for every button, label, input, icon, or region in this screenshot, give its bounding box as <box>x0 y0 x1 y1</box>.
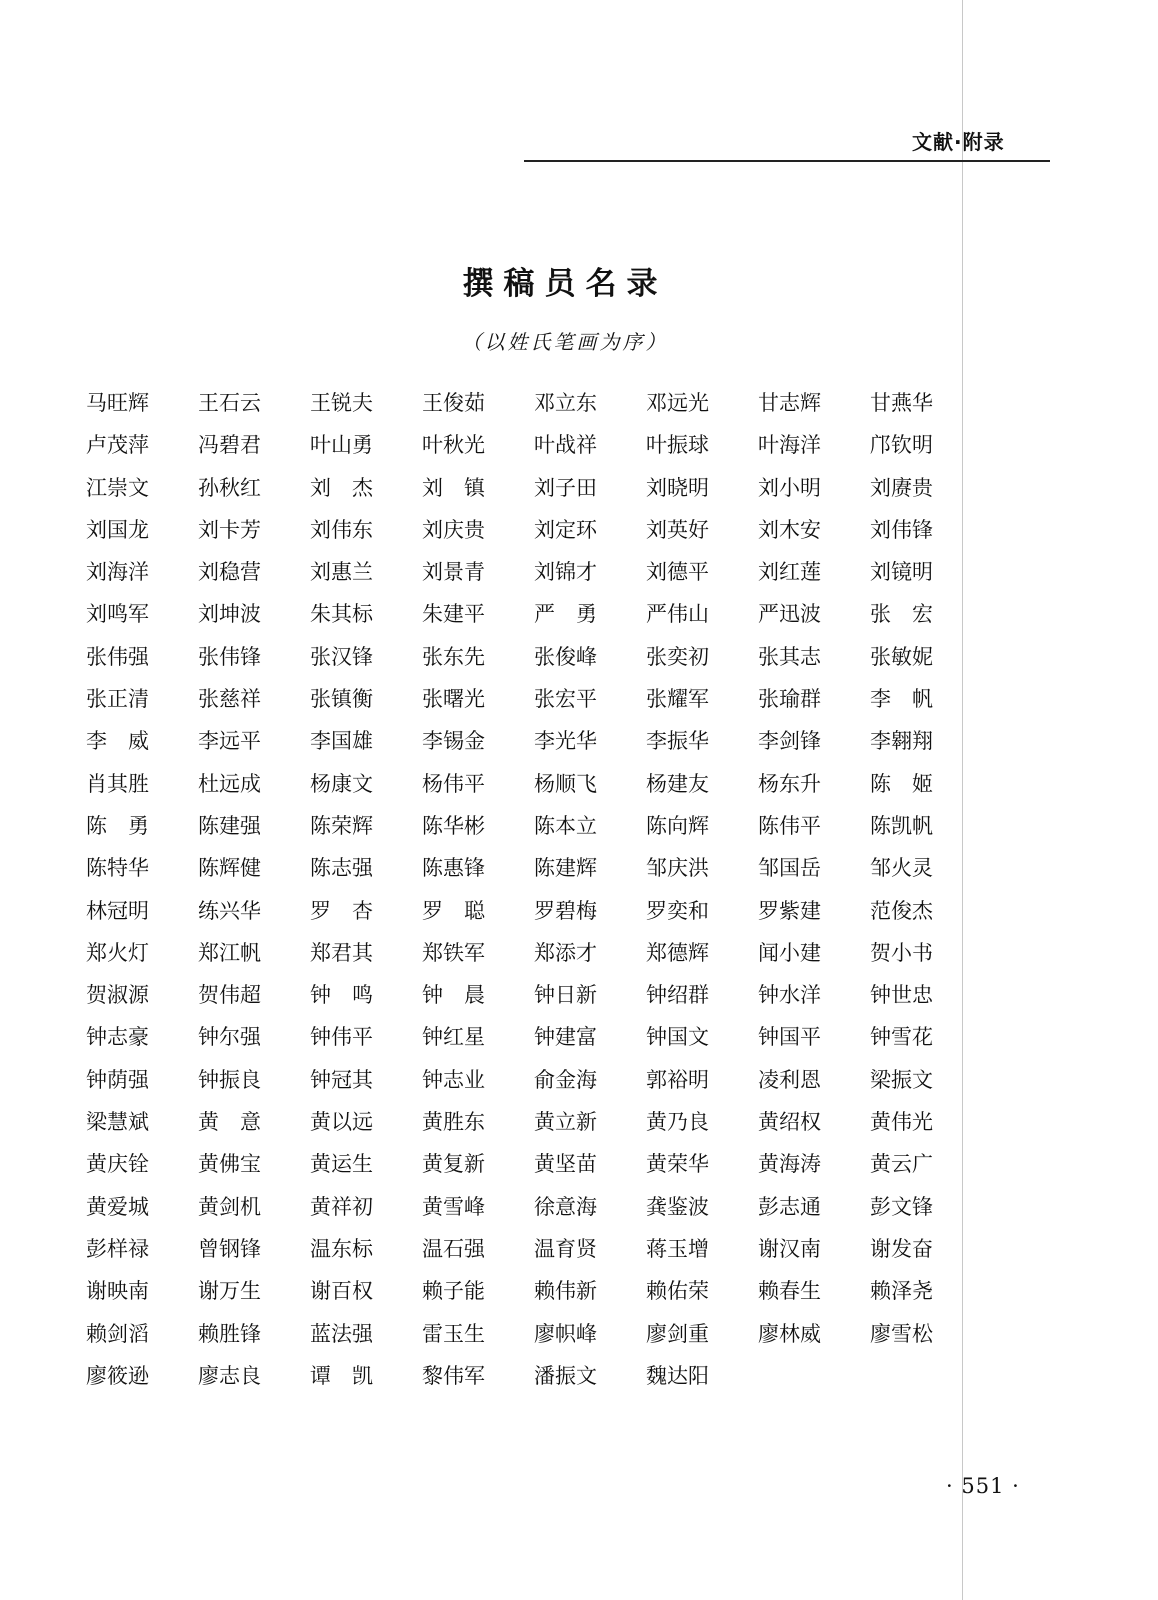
contributor-name: 贺小书 <box>870 940 933 965</box>
contributor-name: 张瑜群 <box>758 687 821 712</box>
contributor-name: 黎伟军 <box>422 1363 485 1388</box>
contributor-name: 钟冠其 <box>310 1067 373 1092</box>
contributor-name: 温东标 <box>310 1236 373 1261</box>
contributor-name: 叶战祥 <box>534 433 597 458</box>
contributor-name: 钟伟平 <box>310 1025 373 1050</box>
contributor-name: 钟志豪 <box>86 1025 149 1050</box>
contributor-name: 贺伟超 <box>198 983 261 1008</box>
contributor-name: 刘定环 <box>534 517 597 542</box>
contributor-name: 罗 杏 <box>310 898 373 923</box>
contributor-name: 陈志强 <box>310 856 373 881</box>
contributor-name: 刘小明 <box>758 475 821 500</box>
contributor-name: 徐意海 <box>534 1194 597 1219</box>
contributor-name: 杜远成 <box>198 771 261 796</box>
contributor-name: 练兴华 <box>198 898 261 923</box>
contributor-name: 廖林威 <box>758 1321 821 1346</box>
contributor-name: 钟 晨 <box>422 983 485 1008</box>
contributor-name: 陈建辉 <box>534 856 597 881</box>
contributor-name: 邹庆洪 <box>646 856 709 881</box>
contributor-name: 谢发奋 <box>870 1236 933 1261</box>
contributor-name: 刘鸣军 <box>86 602 149 627</box>
contributor-name: 曾钢锋 <box>198 1236 261 1261</box>
contributor-name: 闻小建 <box>758 940 821 965</box>
contributor-name: 陈辉健 <box>198 856 261 881</box>
contributor-name-list <box>86 382 966 1397</box>
contributor-name: 邹火灵 <box>870 856 933 881</box>
contributor-name: 陈 勇 <box>86 813 149 838</box>
contributor-name: 钟日新 <box>534 983 597 1008</box>
contributor-name: 王石云 <box>198 391 261 415</box>
contributor-name: 黄伟光 <box>870 1110 933 1135</box>
contributor-name: 刘英好 <box>646 517 709 542</box>
contributor-name: 杨东升 <box>758 771 821 796</box>
contributor-name: 黄海涛 <box>758 1152 821 1177</box>
contributor-name: 张其志 <box>758 644 821 669</box>
contributor-name: 张东先 <box>422 644 485 669</box>
contributor-name: 甘燕华 <box>870 391 933 415</box>
contributor-name: 赖春生 <box>758 1279 821 1304</box>
contributor-name: 杨伟平 <box>422 771 485 796</box>
contributor-name: 钟雪花 <box>870 1025 933 1050</box>
contributor-name: 钟世忠 <box>870 983 933 1008</box>
contributor-name: 张敏妮 <box>870 644 933 669</box>
contributor-name: 钟 鸣 <box>310 983 373 1008</box>
contributor-name: 郑君其 <box>310 940 373 965</box>
contributor-name: 陈 姬 <box>870 771 933 796</box>
contributor-name: 郑添才 <box>534 940 597 965</box>
contributor-name: 张伟锋 <box>198 644 261 669</box>
contributor-name: 甘志辉 <box>758 391 821 415</box>
contributor-name: 俞金海 <box>534 1067 597 1092</box>
contributor-name: 钟水洋 <box>758 983 821 1008</box>
contributor-name: 张镇衡 <box>310 687 373 712</box>
contributor-name: 彭样禄 <box>86 1236 149 1261</box>
contributor-name: 刘木安 <box>758 517 821 542</box>
contributor-name: 郑德辉 <box>646 940 709 965</box>
section-header-label: 文献·附录 <box>912 130 1005 154</box>
contributor-name: 李剑锋 <box>758 729 821 754</box>
contributor-name: 李远平 <box>198 729 261 754</box>
contributor-name: 马旺辉 <box>86 391 149 415</box>
contributor-name: 罗紫建 <box>758 898 821 923</box>
contributor-name: 郭裕明 <box>646 1067 709 1092</box>
contributor-name: 李 帆 <box>870 687 933 712</box>
contributor-name: 赖泽尧 <box>870 1279 933 1304</box>
contributor-name: 蒋玉增 <box>646 1236 709 1261</box>
contributor-name: 张耀军 <box>646 687 709 712</box>
contributor-name: 廖剑重 <box>646 1321 709 1346</box>
header-rule <box>524 160 1050 162</box>
contributor-name: 张正清 <box>86 687 149 712</box>
contributor-name: 刘赓贵 <box>870 475 933 500</box>
contributor-name: 卢茂萍 <box>86 433 149 458</box>
contributor-name: 潘振文 <box>534 1363 597 1388</box>
contributor-name: 李国雄 <box>310 729 373 754</box>
contributor-name: 黄爱城 <box>86 1194 149 1219</box>
contributor-name: 钟国文 <box>646 1025 709 1050</box>
contributor-name: 肖其胜 <box>86 771 149 796</box>
page-title: 撰稿员名录 <box>462 266 668 302</box>
contributor-name: 谭 凯 <box>310 1363 373 1388</box>
contributor-name: 钟尔强 <box>198 1025 261 1050</box>
contributor-name: 廖志良 <box>198 1363 261 1388</box>
contributor-name: 廖雪松 <box>870 1321 933 1346</box>
contributor-name: 刘国龙 <box>86 517 149 542</box>
contributor-name: 钟振良 <box>198 1067 261 1092</box>
contributor-name: 钟建富 <box>534 1025 597 1050</box>
contributor-name: 邹国岳 <box>758 856 821 881</box>
contributor-name: 刘景青 <box>422 560 485 585</box>
contributor-name: 刘 镇 <box>422 475 485 500</box>
contributor-name: 叶海洋 <box>758 433 821 458</box>
contributor-name: 彭志通 <box>758 1194 821 1219</box>
contributor-name: 凌利恩 <box>758 1067 821 1092</box>
contributor-name: 刘稳营 <box>198 560 261 585</box>
contributor-name: 李翱翔 <box>870 729 933 754</box>
contributor-name: 朱其标 <box>310 602 373 627</box>
contributor-name: 陈特华 <box>86 856 149 881</box>
contributor-name: 刘德平 <box>646 560 709 585</box>
contributor-name: 陈华彬 <box>422 813 485 838</box>
contributor-name: 刘伟锋 <box>870 517 933 542</box>
page-number: · 551 · <box>946 1474 1020 1498</box>
contributor-name: 朱建平 <box>422 602 485 627</box>
contributor-name: 彭文锋 <box>870 1194 933 1219</box>
contributor-name: 廖筱逊 <box>86 1363 149 1388</box>
contributor-name: 林冠明 <box>86 898 149 923</box>
contributor-name: 刘镜明 <box>870 560 933 585</box>
contributor-name: 温育贤 <box>534 1236 597 1261</box>
contributor-name: 赖伟新 <box>534 1279 597 1304</box>
contributor-name: 张俊峰 <box>534 644 597 669</box>
contributor-name: 陈伟平 <box>758 813 821 838</box>
contributor-name: 杨顺飞 <box>534 771 597 796</box>
contributor-name: 邓远光 <box>646 391 709 415</box>
contributor-name: 刘子田 <box>534 475 597 500</box>
contributor-name: 郑火灯 <box>86 940 149 965</box>
contributor-name: 蓝法强 <box>310 1321 373 1346</box>
contributor-name: 孙秋红 <box>198 475 261 500</box>
contributor-name: 谢汉南 <box>758 1236 821 1261</box>
contributor-name: 黄坚苗 <box>534 1152 597 1177</box>
contributor-name: 李 威 <box>86 729 149 754</box>
contributor-name: 刘惠兰 <box>310 560 373 585</box>
contributor-name: 李锡金 <box>422 729 485 754</box>
contributor-name: 谢万生 <box>198 1279 261 1304</box>
contributor-name: 赖剑滔 <box>86 1321 149 1346</box>
contributor-name: 赖子能 <box>422 1279 485 1304</box>
contributor-name: 温石强 <box>422 1236 485 1261</box>
contributor-name: 张宏平 <box>534 687 597 712</box>
contributor-name: 刘红莲 <box>758 560 821 585</box>
contributor-name: 黄云广 <box>870 1152 933 1177</box>
contributor-name: 雷玉生 <box>422 1321 485 1346</box>
contributor-name: 李光华 <box>534 729 597 754</box>
contributor-name: 梁振文 <box>870 1067 933 1092</box>
contributor-name: 黄佛宝 <box>198 1152 261 1177</box>
contributor-name: 陈惠锋 <box>422 856 485 881</box>
contributor-name: 钟志业 <box>422 1067 485 1092</box>
contributor-name: 黄复新 <box>422 1152 485 1177</box>
contributor-name: 罗碧梅 <box>534 898 597 923</box>
contributor-name: 王俊茹 <box>422 391 485 415</box>
contributor-name: 贺淑源 <box>86 983 149 1008</box>
contributor-name: 陈本立 <box>534 813 597 838</box>
contributor-name: 刘海洋 <box>86 560 149 585</box>
contributor-name: 严 勇 <box>534 602 597 627</box>
contributor-name: 范俊杰 <box>870 898 933 923</box>
contributor-name: 刘锦才 <box>534 560 597 585</box>
contributor-name: 赖佑荣 <box>646 1279 709 1304</box>
contributor-name: 邓立东 <box>534 391 597 415</box>
contributor-name: 罗 聪 <box>422 898 485 923</box>
contributor-name: 刘晓明 <box>646 475 709 500</box>
contributor-name: 谢百权 <box>310 1279 373 1304</box>
contributor-name: 陈向辉 <box>646 813 709 838</box>
contributor-name: 江崇文 <box>86 475 149 500</box>
contributor-name: 严迅波 <box>758 602 821 627</box>
contributor-name: 叶振球 <box>646 433 709 458</box>
contributor-name: 黄乃良 <box>646 1110 709 1135</box>
contributor-name: 廖帜峰 <box>534 1321 597 1346</box>
contributor-name: 刘庆贵 <box>422 517 485 542</box>
contributor-name: 杨建友 <box>646 771 709 796</box>
contributor-name: 杨康文 <box>310 771 373 796</box>
contributor-name: 陈荣辉 <box>310 813 373 838</box>
contributor-name: 黄 意 <box>198 1110 261 1135</box>
contributor-name: 张汉锋 <box>310 644 373 669</box>
contributor-name: 魏达阳 <box>646 1363 709 1388</box>
contributor-name: 张奕初 <box>646 644 709 669</box>
contributor-name: 黄祥初 <box>310 1194 373 1219</box>
contributor-name: 张曙光 <box>422 687 485 712</box>
contributor-name: 黄以远 <box>310 1110 373 1135</box>
contributor-name: 黄雪峰 <box>422 1194 485 1219</box>
contributor-name: 钟绍群 <box>646 983 709 1008</box>
contributor-name: 钟国平 <box>758 1025 821 1050</box>
page-subtitle: （以姓氏笔画为序） <box>461 330 669 354</box>
contributor-name: 叶秋光 <box>422 433 485 458</box>
contributor-name: 郑铁军 <box>422 940 485 965</box>
contributor-name: 刘 杰 <box>310 475 373 500</box>
contributor-name: 刘坤波 <box>198 602 261 627</box>
contributor-name: 叶山勇 <box>310 433 373 458</box>
contributor-name: 刘伟东 <box>310 517 373 542</box>
contributor-name: 刘卡芳 <box>198 517 261 542</box>
contributor-name: 黄剑机 <box>198 1194 261 1219</box>
contributor-name: 赖胜锋 <box>198 1321 261 1346</box>
contributor-name: 陈建强 <box>198 813 261 838</box>
contributor-name: 钟红星 <box>422 1025 485 1050</box>
contributor-name: 张慈祥 <box>198 687 261 712</box>
contributor-name: 黄胜东 <box>422 1110 485 1135</box>
contributor-name: 黄立新 <box>534 1110 597 1135</box>
contributor-name: 黄庆铨 <box>86 1152 149 1177</box>
contributor-name: 郑江帆 <box>198 940 261 965</box>
contributor-name: 张 宏 <box>870 602 933 627</box>
contributor-name: 张伟强 <box>86 644 149 669</box>
contributor-name: 陈凯帆 <box>870 813 933 838</box>
contributor-name: 冯碧君 <box>198 433 261 458</box>
contributor-name: 严伟山 <box>646 602 709 627</box>
contributor-name: 李振华 <box>646 729 709 754</box>
contributor-name: 谢映南 <box>86 1279 149 1304</box>
contributor-name: 王锐夫 <box>310 391 373 415</box>
contributor-name: 邝钦明 <box>870 433 933 458</box>
contributor-name: 黄运生 <box>310 1152 373 1177</box>
contributor-name: 罗奕和 <box>646 898 709 923</box>
contributor-name: 龚鉴波 <box>646 1194 709 1219</box>
contributor-name: 梁慧斌 <box>86 1110 149 1135</box>
contributor-name: 钟荫强 <box>86 1067 149 1092</box>
contributor-name: 黄绍权 <box>758 1110 821 1135</box>
contributor-name: 黄荣华 <box>646 1152 709 1177</box>
